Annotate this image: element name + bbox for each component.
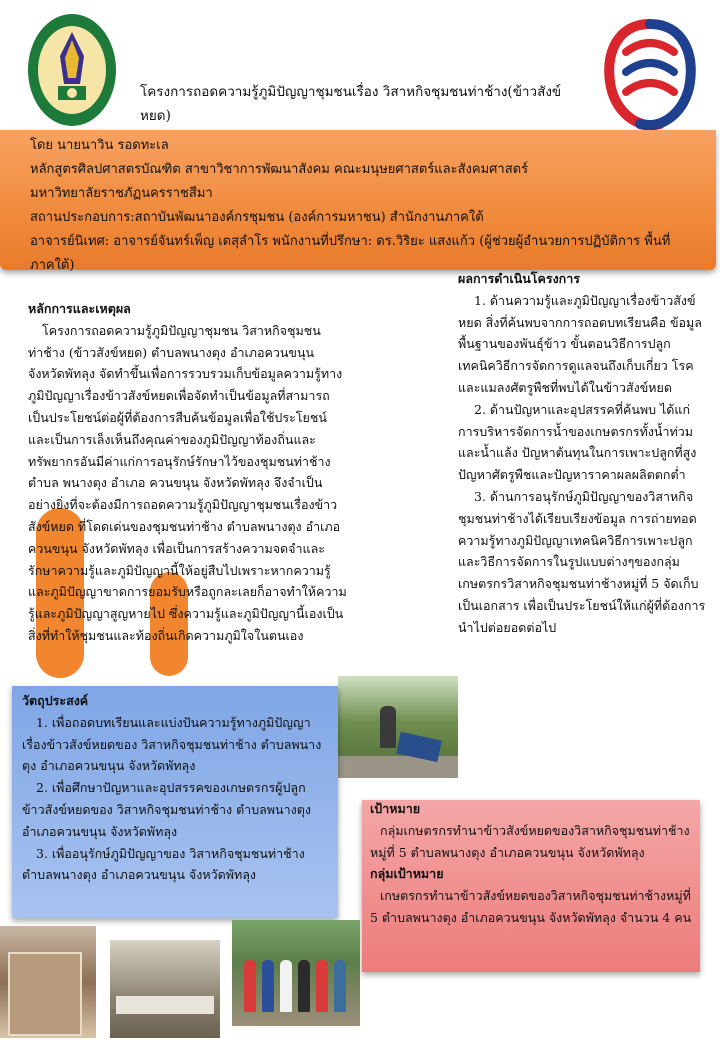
- objective-item: 2. เพื่อศึกษาปัญหาและอุปสรรคของเกษตรกรผู้ปลูกข้าวสังข์หยดของ วิสาหกิจชุมชนท่าช้าง ตำบลพนางตุง อำเภอควนขนุน จังหวัดพัทลุง: [22, 780, 311, 839]
- objectives-heading: วัตถุประสงค์: [22, 693, 89, 708]
- principle-heading: หลักการและเหตุผล: [28, 301, 131, 316]
- objectives-section: [22, 690, 328, 886]
- meeting-photo: [110, 940, 220, 1038]
- results-section: [458, 268, 710, 639]
- group-person: [280, 960, 292, 1012]
- goal-section: [370, 798, 696, 929]
- objective-item: 1. เพื่อถอดบทเรียนและแบ่งปันความรู้ทางภูมิปัญญาเรื่องข้าวสังข์หยดของ วิสาหกิจชุมชนท่าช้าง ตำบลพนางตุง อำเภอควนขนุน จังหวัดพัทลุง: [22, 714, 322, 774]
- result-item: 1. ด้านความรู้และภูมิปัญญาเรื่องข้าวสังข์หยด สิ่งที่ค้นพบจากการถอดบทเรียนคือ ข้อมูลพื้นฐานของพันธุ์ข้าว ขั้นตอนวิธีการปลูก เทคนิควิธีการจัดการดูแลจนถึงเก็บเกี่ยว โรคและแมลงศัตรูพืชที่พบได้ในข้าวสังข์หยด: [458, 292, 702, 395]
- group-person: [334, 960, 346, 1012]
- results-heading: ผลการดำเนินโครงการ: [458, 271, 580, 286]
- workplace: สถานประกอบการ:สถาบันพัฒนาองค์กรชุมชน (องค์การมหาชน) สำนักงานภาคใต้: [30, 210, 484, 225]
- result-item: 3. ด้านการอนุรักษ์ภูมิปัญญาของวิสาหกิจชุมชนท่าช้างได้เรียบเรียงข้อมูล การถ่ายทอดความรู้ทางภูมิปัญญาเทคนิควิธีการเพาะปลูกและวิธีการจัดการในรูปแบบต่างๆของกลุ่มเกษตรกรวิสาหกิจชุมชนท่าช้างหมู่ที่ 5 จัดเก็บเป็นเอกสาร เพื่อเป็นประโยชน์ให้แก่ผู้ที่ต้องการนำไปต่อยอดต่อไป: [458, 488, 706, 635]
- principle-body: โครงการถอดความรู้ภูมิปัญญาชุมชน วิสาหกิจชุมชนท่าช้าง (ข้าวสังข์หยด) ตำบลพนางตุง อำเภอควนขนุน จังหวัดพัทลุง จัดทำขึ้นเพื่อการรวบรวมเก็บข้อมูลความรู้ทางภูมิปัญญาเรื่องข้าวสังข์หยดเพื่อจัดทำเป็นข้อมูลที่สามารถเป็นประโยชน์ต่อผู้ที่ต้องการสืบค้นข้อมูลเพื่อใช้ประโยชน์และเป็นการเล็งเห็นถึงคุณค่าของภูมิปัญญาท้องถิ่นและทรัพยากรอันมีค่าแก่การอนุรักษ์รักษาไว้ของชุมชนท่าช้าง ตำบล พนางตุง อำเภอ ควนขนุน จังหวัดพัทลุง จึงจำเป็นอย่างยิ่งที่จะต้องมีการถอดความรู้ภูมิปัญญาชุมชนเรื่องข้าวสังข์หยด ที่โดดเด่นของชุมชนท่าช้าง ตำบลพนางตุง อำเภอ ควนขนุน จังหวัดพัทลุง เพื่อเป็นการสร้างความจดจำและรักษาความรู้และภูมิปัญญานี้ให้อยู่สืบไปเพราะหากความรู้และภูมิปัญญาขาดการยอมรับหรือถูกละเลยก็อาจทำให้ความรู้และภูมิปัญญาสูญหายไป ซึ่งความรู้และภูมิปัญญานี้เองเป็นสิ่งที่ทำให้ชุมชนและท้องถิ่นเกิดความภูมิใจในตนเอง: [28, 322, 347, 643]
- advisors: อาจารย์นิเทศ: อาจารย์จันทร์เพ็ญ เตสุลำโร พนักงานที่ปรึกษา: ดร.วิริยะ แสงแก้ว (ผู้ช่วยผู้อำนวยการปฏิบัติการ พื้นที่ภาคใต้): [30, 234, 671, 273]
- group-person: [316, 960, 328, 1012]
- objective-item: 3. เพื่ออนุรักษ์ภูมิปัญญาของ วิสาหกิจชุมชนท่าช้าง ตำบลพนางตุง อำเภอควนขนุน จังหวัดพัทลุง: [22, 845, 305, 883]
- rice-bag: [8, 952, 82, 1036]
- result-item: 2. ด้านปัญหาและอุปสรรคที่ค้นพบ ได้แก่ การบริหารจัดการน้ำของเกษตรกรทั้งน้ำท่วมและน้ำแล้ง ปัญหาต้นทุนในการเพาะปลูกที่สูง ปัญหาศัตรูพืชและปัญหาราคาผลผลิตตกต่ำ: [458, 401, 697, 483]
- university-seal-icon: [24, 10, 120, 130]
- author-name: โดย นายนาวิน รอดทะเล: [30, 138, 169, 153]
- group-person: [262, 960, 274, 1012]
- rice-product-photo: [0, 926, 96, 1038]
- target-heading: กลุ่มเป้าหมาย: [370, 866, 444, 882]
- target-body: เกษตรกรทำนาข้าวสังข์หยดของวิสาหกิจชุมชนท่าช้างหมู่ที่ 5 ตำบลพนางตุง อำเภอควนขนุน จังหวัดพัทลุง จำนวน 4 คน: [370, 888, 692, 925]
- author-info: [30, 134, 690, 278]
- goal-body: กลุ่มเกษตรกรทำนาข้าวสังข์หยดของวิสาหกิจชุมชนท่าช้างหมู่ที่ 5 ตำบลพนางตุง อำเภอควนขนุน จังหวัดพัทลุง: [370, 822, 690, 860]
- photo-road: [338, 756, 458, 778]
- university-name: มหาวิทยาลัยราชภัฏนครราชสีมา: [30, 186, 213, 201]
- group-photo: [232, 920, 360, 1026]
- meeting-table: [116, 996, 214, 1014]
- university-seal-caption: [8, 128, 9, 129]
- goal-heading: เป้าหมาย: [370, 801, 421, 816]
- title-line-1: โครงการถอดความรู้ภูมิปัญญาชุมชนเรื่อง วิสาหกิจชุมชนท่าช้าง(ข้าวสังข์หยด): [140, 84, 562, 124]
- program-name: หลักสูตรศิลปศาสตรบัณฑิต สาขาวิชาการพัฒนาสังคม คณะมนุษยศาสตร์และสังคมศาสตร์: [30, 162, 529, 177]
- group-person: [298, 960, 310, 1012]
- group-person: [244, 960, 256, 1012]
- photo-person: [380, 706, 396, 748]
- field-photo: [338, 676, 458, 778]
- principle-section: [28, 298, 348, 647]
